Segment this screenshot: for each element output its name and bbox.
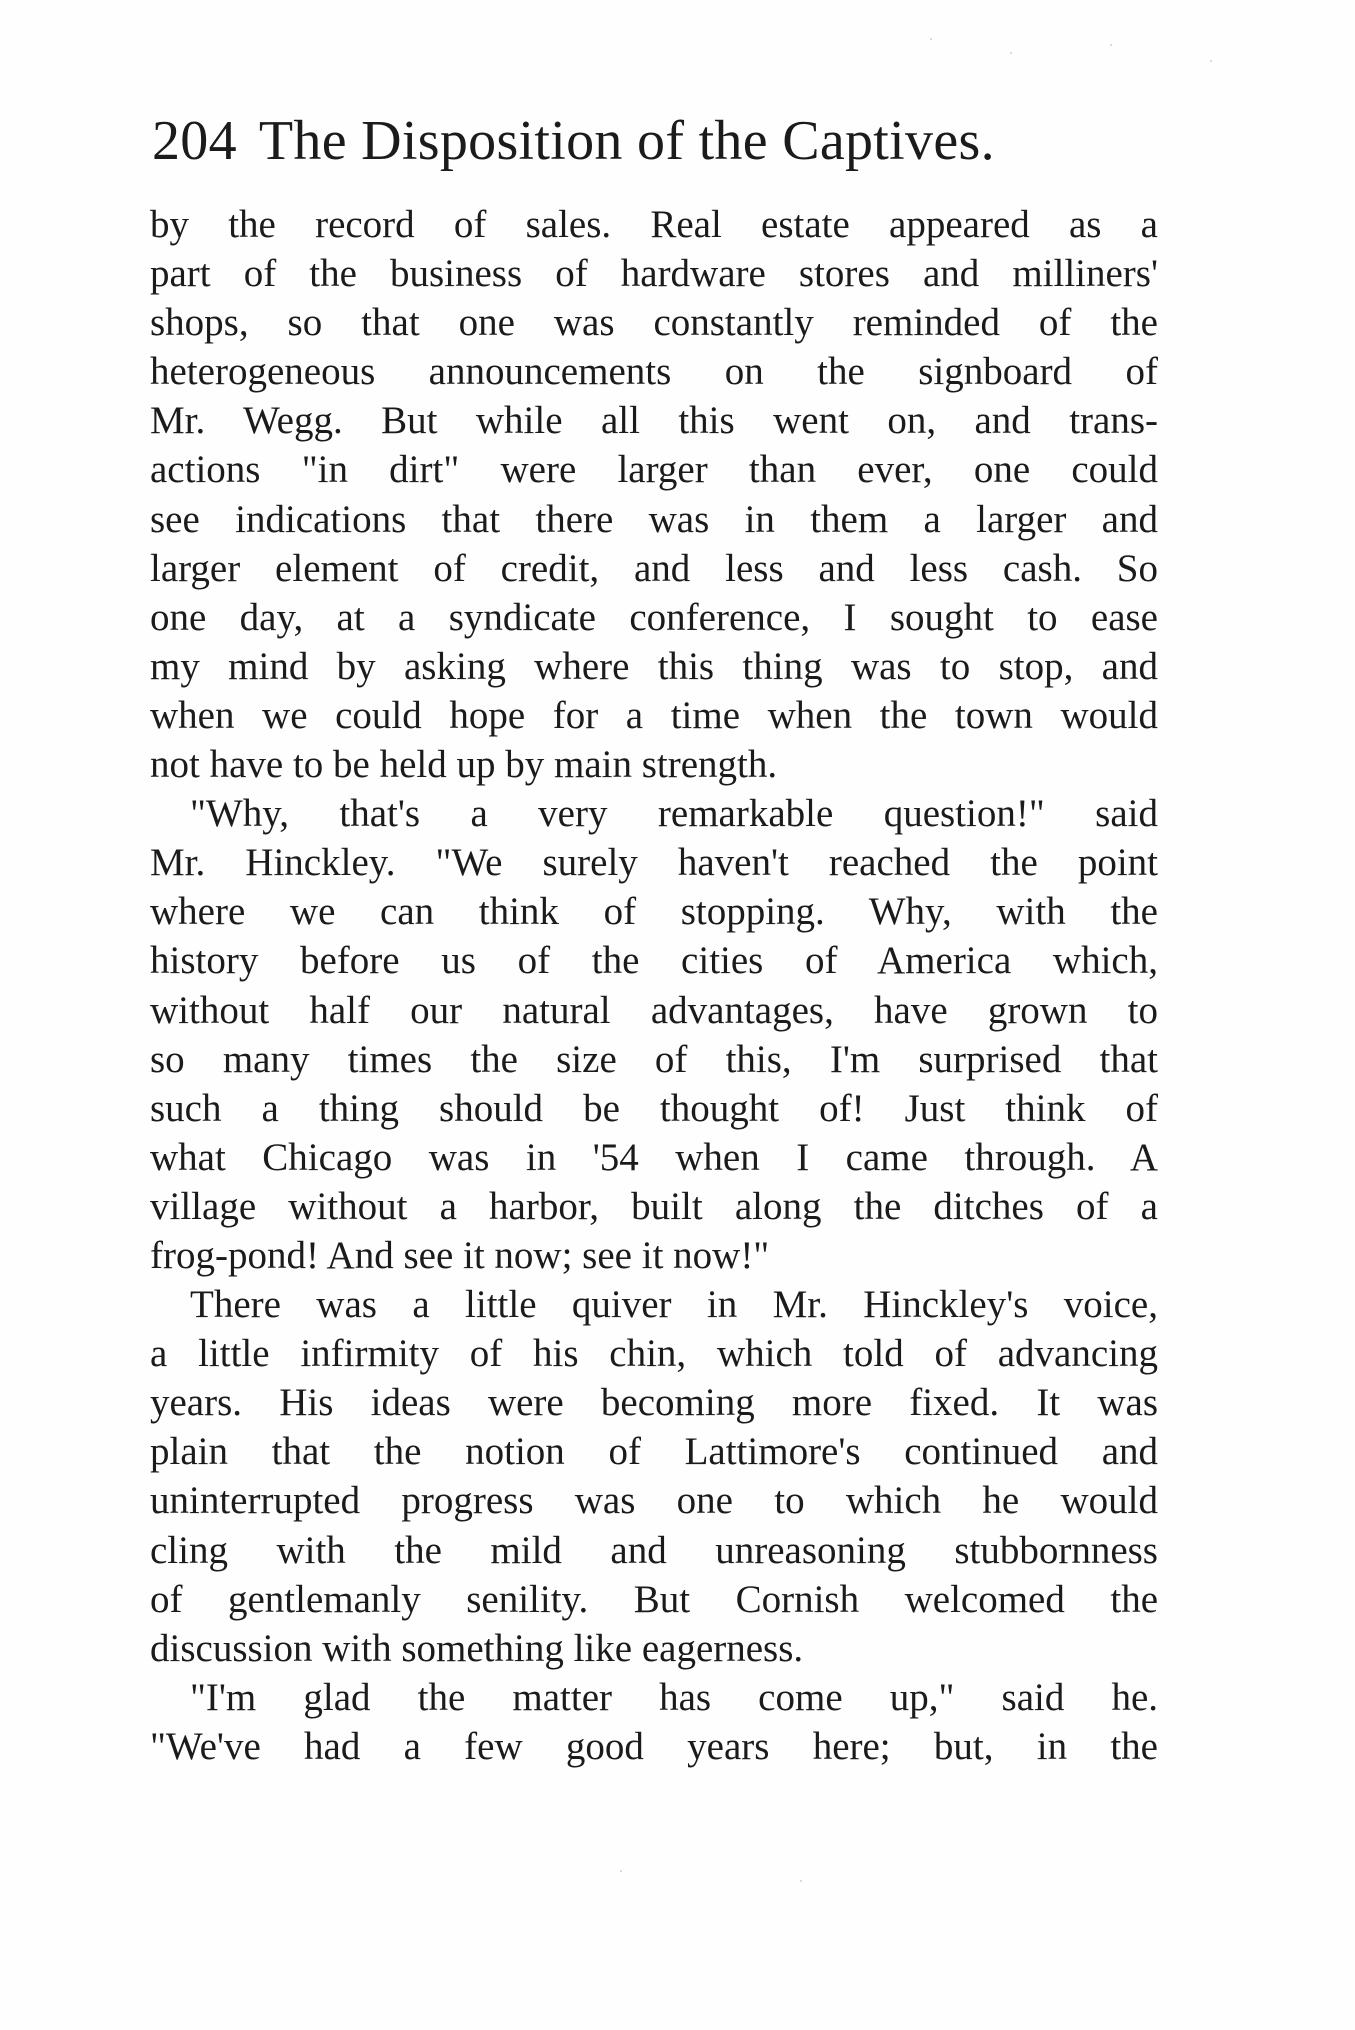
text-line: a little infirmity of his chin, which told of advancing bbox=[150, 1332, 1158, 1376]
body-text bbox=[150, 200, 1158, 1771]
scan-speck bbox=[1210, 60, 1212, 62]
text-line: "We've had a few good years here; but, in the bbox=[150, 1724, 1158, 1768]
paragraph bbox=[150, 1673, 1158, 1771]
text-line: by the record of sales. Real estate appeared as a bbox=[150, 203, 1158, 246]
text-line: "I'm glad the matter has come up," said he. bbox=[190, 1675, 1158, 1719]
text-line: when we could hope for a time when the town would bbox=[150, 693, 1158, 737]
text-line: not have to be held up by main strength. bbox=[150, 743, 778, 787]
text-line: Mr. Wegg. But while all this went on, and trans- bbox=[150, 399, 1158, 443]
scan-speck bbox=[1110, 44, 1112, 46]
text-line: frog-pond! And see it now; see it now!" bbox=[150, 1233, 770, 1277]
text-line: one day, at a syndicate conference, I sought to ease bbox=[150, 595, 1158, 639]
page-number: 204 bbox=[152, 110, 237, 172]
text-line: what Chicago was in '54 when I came through. A bbox=[150, 1135, 1158, 1179]
text-line: heterogeneous announcements on the signboard of bbox=[150, 350, 1158, 394]
text-line: village without a harbor, built along the ditches of a bbox=[150, 1184, 1158, 1228]
scan-speck bbox=[1010, 52, 1012, 54]
scan-speck bbox=[620, 1870, 622, 1872]
text-line: such a thing should be thought of! Just think of bbox=[150, 1086, 1158, 1130]
text-line: actions "in dirt" were larger than ever, one could bbox=[150, 448, 1158, 492]
paragraph bbox=[150, 200, 1158, 789]
text-line: plain that the notion of Lattimore's continued and bbox=[150, 1430, 1158, 1474]
scan-speck bbox=[800, 1880, 802, 1882]
text-line: history before us of the cities of America which, bbox=[150, 939, 1158, 983]
paragraph bbox=[150, 1280, 1158, 1673]
text-line: shops, so that one was constantly reminded of the bbox=[150, 301, 1158, 345]
text-line: Mr. Hinckley. "We surely haven't reached the point bbox=[150, 841, 1158, 885]
text-line: see indications that there was in them a larger and bbox=[150, 497, 1158, 541]
text-line: of gentlemanly senility. But Cornish welcomed the bbox=[150, 1577, 1158, 1621]
text-line: discussion with something like eagerness. bbox=[150, 1626, 804, 1670]
text-line: cling with the mild and unreasoning stubbornness bbox=[150, 1528, 1158, 1572]
text-line: where we can think of stopping. Why, with the bbox=[150, 890, 1158, 934]
paragraph bbox=[150, 789, 1158, 1280]
text-line: my mind by asking where this thing was to stop, and bbox=[150, 644, 1158, 688]
text-line: without half our natural advantages, have grown to bbox=[150, 988, 1158, 1032]
text-line: "Why, that's a very remarkable question!" said bbox=[190, 792, 1158, 836]
text-line: There was a little quiver in Mr. Hinckley's voice, bbox=[190, 1283, 1158, 1327]
text-line: years. His ideas were becoming more fixed. It was bbox=[150, 1381, 1158, 1425]
running-title: The Disposition of the Captives. bbox=[258, 110, 995, 172]
text-line: uninterrupted progress was one to which he would bbox=[150, 1479, 1158, 1523]
running-header bbox=[152, 104, 1162, 178]
scan-speck bbox=[930, 38, 932, 40]
text-line: part of the business of hardware stores and milliners' bbox=[150, 252, 1158, 296]
text-line: larger element of credit, and less and less cash. So bbox=[150, 546, 1158, 590]
text-line: so many times the size of this, I'm surprised that bbox=[150, 1037, 1158, 1081]
